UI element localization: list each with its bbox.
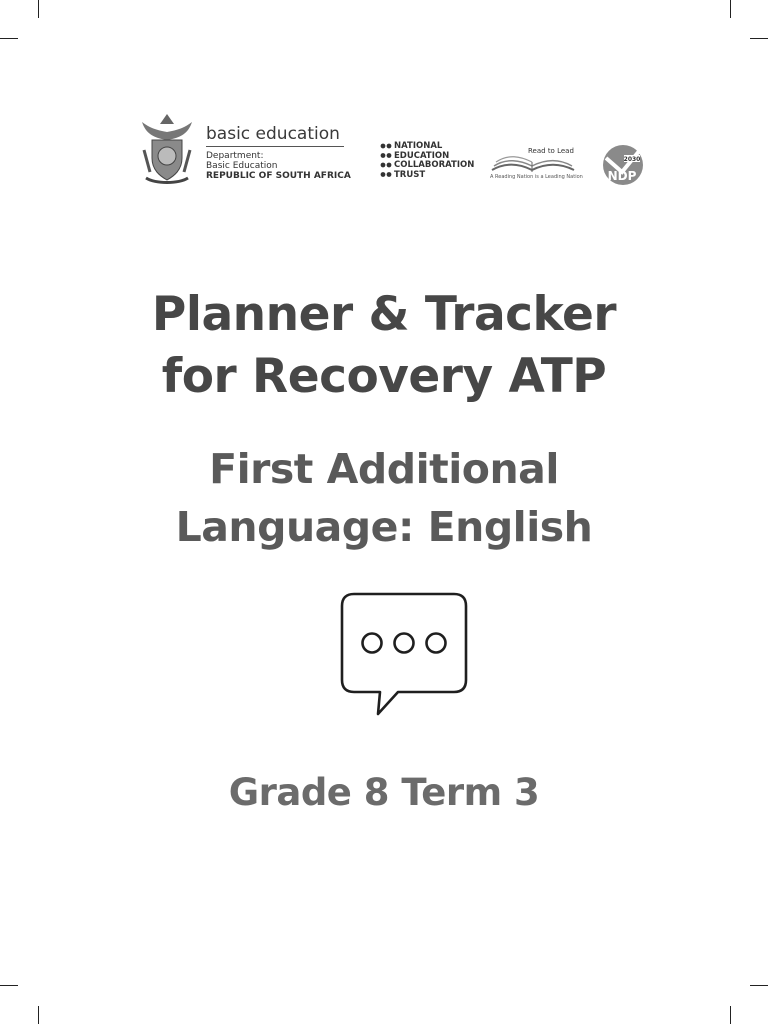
crop-mark bbox=[750, 38, 768, 39]
ndp-logo bbox=[600, 142, 646, 188]
crop-mark bbox=[730, 0, 731, 18]
nect-name bbox=[394, 142, 474, 180]
page-title-line: for Recovery ATP bbox=[161, 349, 607, 404]
nect-dots-icon bbox=[380, 142, 392, 180]
subject-title-line: First Additional bbox=[209, 445, 559, 493]
nect-logo bbox=[380, 142, 480, 182]
logo-row bbox=[0, 108, 768, 198]
department-line: Basic Education bbox=[206, 161, 278, 171]
grade-term: Grade 8 Term 3 bbox=[228, 771, 540, 814]
speech-bubble-icon bbox=[338, 590, 470, 718]
divider bbox=[206, 146, 344, 147]
ndp-emblem-icon bbox=[600, 142, 646, 188]
department-line: Department: bbox=[206, 151, 264, 161]
coat-of-arms-icon bbox=[136, 110, 198, 186]
ndp-label: NDP bbox=[607, 169, 637, 183]
crop-mark bbox=[750, 985, 768, 986]
page-title bbox=[0, 284, 768, 408]
department-country: REPUBLIC OF SOUTH AFRICA bbox=[206, 171, 351, 181]
crop-mark bbox=[0, 985, 18, 986]
crop-mark bbox=[730, 1006, 731, 1024]
nect-line: COLLABORATION bbox=[394, 160, 475, 170]
crop-mark bbox=[0, 38, 18, 39]
read-to-lead-logo bbox=[488, 144, 583, 188]
page-title-line: Planner & Tracker bbox=[151, 287, 617, 342]
department-logo bbox=[136, 108, 351, 188]
crop-mark bbox=[38, 1006, 39, 1024]
read-to-lead-title: Read to Lead bbox=[528, 147, 574, 155]
ndp-year: 2030 bbox=[623, 156, 641, 163]
nect-line: TRUST bbox=[394, 169, 426, 180]
subject-title bbox=[0, 440, 768, 556]
department-title: basic education bbox=[206, 124, 340, 144]
nect-line: EDUCATION bbox=[394, 150, 450, 161]
nect-line: NATIONAL bbox=[394, 141, 443, 151]
read-to-lead-tagline: A Reading Nation is a Leading Nation bbox=[490, 174, 583, 180]
crop-mark bbox=[38, 0, 39, 18]
subject-title-line: Language: English bbox=[175, 503, 593, 551]
